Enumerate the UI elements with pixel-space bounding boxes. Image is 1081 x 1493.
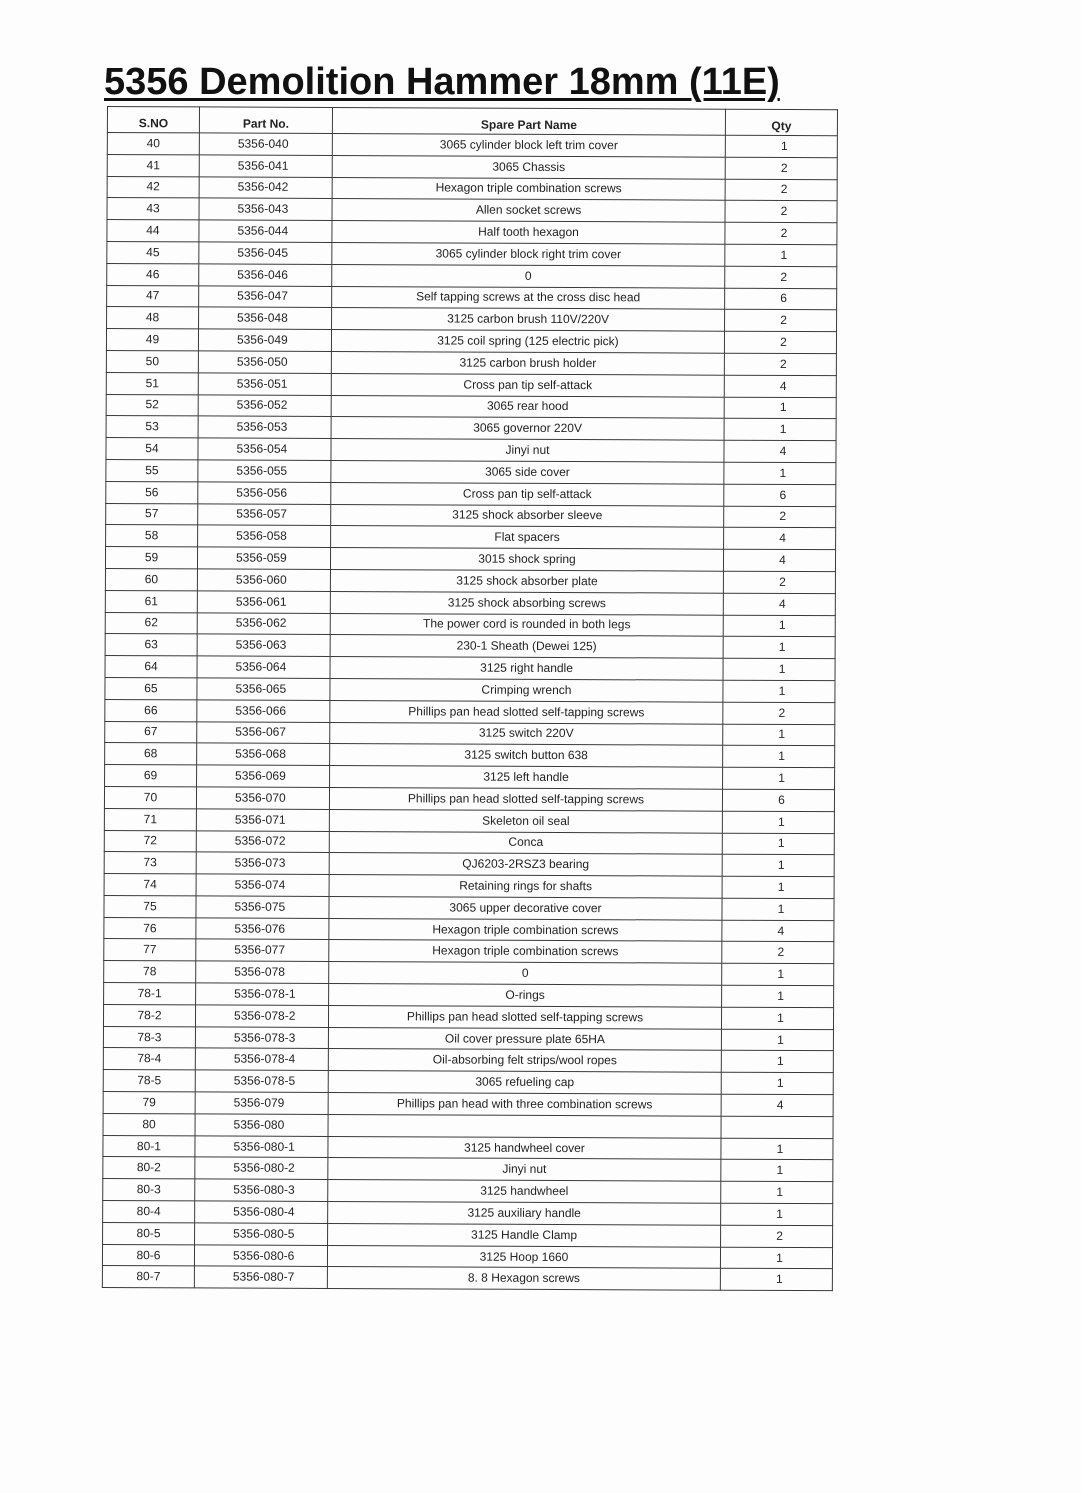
cell-sno: 65 <box>105 677 197 699</box>
cell-sno: 80-3 <box>103 1179 195 1201</box>
cell-part-no: 5356-080-5 <box>195 1223 328 1245</box>
cell-qty: 1 <box>720 1247 832 1269</box>
table-row <box>107 198 837 223</box>
cell-qty <box>721 1116 833 1138</box>
cell-part-no: 5356-080 <box>195 1114 328 1136</box>
table-row <box>102 1244 832 1269</box>
cell-part-no: 5356-066 <box>197 700 330 722</box>
cell-spare-part-name: 3125 shock absorbing screws <box>330 591 723 615</box>
table-row <box>105 765 835 790</box>
cell-qty: 2 <box>721 1225 833 1247</box>
cell-qty: 4 <box>723 593 835 615</box>
cell-spare-part-name: Crimping wrench <box>330 678 723 702</box>
cell-qty: 1 <box>721 1051 833 1073</box>
table-row <box>105 568 835 593</box>
cell-sno: 78 <box>104 961 196 983</box>
cell-qty: 1 <box>723 637 835 659</box>
cell-spare-part-name: Self tapping screws at the cross disc head <box>332 286 725 310</box>
table-row <box>103 1201 833 1226</box>
table-row <box>104 786 834 811</box>
table-row <box>107 133 837 158</box>
cell-qty: 1 <box>725 244 837 266</box>
cell-sno: 46 <box>107 263 199 285</box>
cell-qty: 1 <box>721 1007 833 1029</box>
cell-part-no: 5356-067 <box>197 721 330 743</box>
cell-part-no: 5356-058 <box>198 525 331 547</box>
cell-qty: 1 <box>720 1269 832 1291</box>
table-row <box>105 547 835 572</box>
cell-qty: 4 <box>724 375 836 397</box>
table-row <box>107 154 837 179</box>
cell-sno: 71 <box>104 808 196 830</box>
table-row <box>103 1004 833 1029</box>
cell-spare-part-name: 3125 auxiliary handle <box>328 1202 721 1226</box>
cell-sno: 80 <box>103 1113 195 1135</box>
cell-part-no: 5356-080-4 <box>195 1201 328 1223</box>
cell-part-no: 5356-057 <box>198 503 331 525</box>
cell-part-no: 5356-049 <box>198 329 331 351</box>
table-row <box>103 1179 833 1204</box>
cell-part-no: 5356-042 <box>199 176 332 198</box>
cell-part-no: 5356-080-3 <box>195 1179 328 1201</box>
cell-qty: 6 <box>725 288 837 310</box>
cell-part-no: 5356-078 <box>196 961 329 983</box>
cell-qty: 2 <box>722 942 834 964</box>
cell-spare-part-name: Jinyi nut <box>331 439 724 463</box>
cell-part-no: 5356-077 <box>196 939 329 961</box>
table-row <box>104 961 834 986</box>
header-qty: Qty <box>725 109 837 135</box>
cell-qty: 2 <box>725 222 837 244</box>
cell-spare-part-name: Conca <box>329 831 722 855</box>
cell-part-no: 5356-043 <box>199 198 332 220</box>
cell-part-no: 5356-074 <box>196 874 329 896</box>
cell-spare-part-name: 3065 refueling cap <box>328 1071 721 1095</box>
cell-part-no: 5356-080-2 <box>195 1157 328 1179</box>
cell-spare-part-name: 3125 shock absorber sleeve <box>331 504 724 528</box>
table-row <box>103 1070 833 1095</box>
cell-part-no: 5356-046 <box>199 264 332 286</box>
cell-part-no: 5356-080-1 <box>195 1136 328 1158</box>
cell-spare-part-name: Hexagon triple combination screws <box>329 918 722 942</box>
cell-spare-part-name: Half tooth hexagon <box>332 221 725 245</box>
cell-part-no: 5356-072 <box>196 830 329 852</box>
cell-part-no: 5356-059 <box>197 547 330 569</box>
cell-part-no: 5356-055 <box>198 460 331 482</box>
cell-part-no: 5356-047 <box>199 285 332 307</box>
cell-spare-part-name: Phillips pan head slotted self-tapping screws <box>328 1005 721 1029</box>
table-row <box>106 416 836 441</box>
cell-sno: 79 <box>103 1092 195 1114</box>
cell-sno: 44 <box>107 220 199 242</box>
cell-part-no: 5356-060 <box>197 569 330 591</box>
cell-sno: 48 <box>107 307 199 329</box>
cell-sno: 41 <box>107 154 199 176</box>
cell-sno: 78-3 <box>103 1026 195 1048</box>
cell-sno: 63 <box>105 634 197 656</box>
table-row <box>104 874 834 899</box>
cell-sno: 58 <box>106 525 198 547</box>
cell-spare-part-name: 0 <box>329 962 722 986</box>
cell-qty: 1 <box>721 1072 833 1094</box>
cell-qty: 4 <box>723 549 835 571</box>
cell-part-no: 5356-069 <box>197 765 330 787</box>
table-row <box>103 1026 833 1051</box>
cell-part-no: 5356-073 <box>196 852 329 874</box>
cell-sno: 56 <box>106 481 198 503</box>
table-row <box>107 220 837 245</box>
table-row <box>107 176 837 201</box>
cell-spare-part-name: Skeleton oil seal <box>329 809 722 833</box>
cell-spare-part-name: 3125 Hoop 1660 <box>327 1245 720 1269</box>
cell-qty: 1 <box>721 1138 833 1160</box>
cell-qty: 2 <box>724 331 836 353</box>
cell-sno: 51 <box>106 372 198 394</box>
cell-sno: 77 <box>104 939 196 961</box>
table-row <box>103 1048 833 1073</box>
parts-table-container <box>102 106 837 1291</box>
table-row <box>103 1135 833 1160</box>
cell-qty: 1 <box>723 746 835 768</box>
table-row <box>104 917 834 942</box>
table-row <box>106 459 836 484</box>
spare-parts-table <box>102 106 838 1291</box>
cell-qty: 1 <box>725 135 837 157</box>
cell-qty: 1 <box>724 419 836 441</box>
cell-sno: 62 <box>105 612 197 634</box>
cell-qty: 2 <box>725 310 837 332</box>
cell-part-no: 5356-063 <box>197 634 330 656</box>
cell-spare-part-name: 3015 shock spring <box>330 548 723 572</box>
table-row <box>106 481 836 506</box>
table-row <box>104 939 834 964</box>
table-row <box>105 612 835 637</box>
table-row <box>104 808 834 833</box>
cell-qty: 2 <box>723 702 835 724</box>
cell-sno: 43 <box>107 198 199 220</box>
table-row <box>107 285 837 310</box>
cell-spare-part-name: 3125 right handle <box>330 657 723 681</box>
cell-part-no: 5356-076 <box>196 918 329 940</box>
table-row <box>102 1266 832 1291</box>
cell-sno: 78-2 <box>103 1004 195 1026</box>
cell-spare-part-name: Jinyi nut <box>328 1158 721 1182</box>
cell-spare-part-name: 3125 coil spring (125 electric pick) <box>331 330 724 354</box>
table-row <box>105 656 835 681</box>
table-row <box>106 350 836 375</box>
cell-sno: 60 <box>105 568 197 590</box>
cell-spare-part-name: 3065 cylinder block right trim cover <box>332 242 725 266</box>
cell-part-no: 5356-056 <box>198 482 331 504</box>
cell-qty: 2 <box>724 506 836 528</box>
cell-part-no: 5356-050 <box>198 351 331 373</box>
cell-qty: 2 <box>725 201 837 223</box>
cell-part-no: 5356-068 <box>197 743 330 765</box>
table-header-row <box>107 107 837 136</box>
cell-qty: 1 <box>722 963 834 985</box>
cell-part-no: 5356-041 <box>199 155 332 177</box>
cell-part-no: 5356-080-7 <box>194 1266 327 1288</box>
header-sno: S.NO <box>107 107 199 133</box>
cell-part-no: 5356-078-5 <box>195 1070 328 1092</box>
table-row <box>107 263 837 288</box>
cell-part-no: 5356-045 <box>199 242 332 264</box>
cell-sno: 72 <box>104 830 196 852</box>
cell-spare-part-name <box>328 1114 721 1138</box>
table-row <box>105 677 835 702</box>
table-row <box>105 699 835 724</box>
cell-part-no: 5356-079 <box>195 1092 328 1114</box>
cell-spare-part-name: Cross pan tip self-attack <box>331 373 724 397</box>
cell-part-no: 5356-075 <box>196 896 329 918</box>
cell-spare-part-name: Oil cover pressure plate 65HA <box>328 1027 721 1051</box>
cell-part-no: 5356-048 <box>199 307 332 329</box>
cell-sno: 59 <box>105 547 197 569</box>
cell-sno: 49 <box>106 329 198 351</box>
cell-part-no: 5356-062 <box>197 612 330 634</box>
table-row <box>107 307 837 332</box>
cell-qty: 1 <box>723 658 835 680</box>
cell-spare-part-name: Allen socket screws <box>332 199 725 223</box>
cell-part-no: 5356-054 <box>198 438 331 460</box>
table-row <box>106 503 836 528</box>
table-body <box>102 133 837 1291</box>
cell-spare-part-name: 3065 governor 220V <box>331 417 724 441</box>
cell-part-no: 5356-071 <box>196 809 329 831</box>
table-row <box>106 394 836 419</box>
cell-part-no: 5356-061 <box>197 591 330 613</box>
cell-qty: 1 <box>724 462 836 484</box>
cell-qty: 1 <box>724 397 836 419</box>
cell-qty: 2 <box>725 266 837 288</box>
table-row <box>104 852 834 877</box>
cell-qty: 2 <box>725 179 837 201</box>
header-spare-part-name: Spare Part Name <box>332 107 725 135</box>
table-row <box>103 1157 833 1182</box>
cell-part-no: 5356-044 <box>199 220 332 242</box>
cell-sno: 61 <box>105 590 197 612</box>
cell-sno: 69 <box>105 765 197 787</box>
cell-qty: 1 <box>721 1029 833 1051</box>
cell-spare-part-name: 3125 carbon brush holder <box>331 351 724 375</box>
cell-spare-part-name: Phillips pan head slotted self-tapping screws <box>330 700 723 724</box>
cell-part-no: 5356-065 <box>197 678 330 700</box>
cell-part-no: 5356-078-3 <box>195 1027 328 1049</box>
cell-qty: 1 <box>722 811 834 833</box>
cell-qty: 2 <box>725 157 837 179</box>
table-row <box>105 634 835 659</box>
cell-qty: 4 <box>721 1094 833 1116</box>
table-row <box>105 721 835 746</box>
cell-sno: 80-1 <box>103 1135 195 1157</box>
cell-spare-part-name: The power cord is rounded in both legs <box>330 613 723 637</box>
cell-spare-part-name: 3065 upper decorative cover <box>329 896 722 920</box>
cell-spare-part-name: 0 <box>332 264 725 288</box>
cell-spare-part-name: 3065 Chassis <box>332 155 725 179</box>
cell-qty: 4 <box>722 920 834 942</box>
cell-sno: 42 <box>107 176 199 198</box>
cell-qty: 1 <box>721 1181 833 1203</box>
cell-spare-part-name: 3065 side cover <box>331 460 724 484</box>
cell-spare-part-name: Oil-absorbing felt strips/wool ropes <box>328 1049 721 1073</box>
cell-qty: 1 <box>723 615 835 637</box>
cell-qty: 2 <box>723 571 835 593</box>
cell-sno: 54 <box>106 438 198 460</box>
cell-sno: 70 <box>104 786 196 808</box>
cell-sno: 50 <box>106 350 198 372</box>
cell-sno: 40 <box>107 133 199 155</box>
cell-part-no: 5356-051 <box>198 373 331 395</box>
cell-sno: 80-2 <box>103 1157 195 1179</box>
cell-sno: 78-5 <box>103 1070 195 1092</box>
cell-spare-part-name: 3065 rear hood <box>331 395 724 419</box>
cell-part-no: 5356-053 <box>198 416 331 438</box>
table-row <box>104 983 834 1008</box>
cell-spare-part-name: QJ6203-2RSZ3 bearing <box>329 853 722 877</box>
cell-part-no: 5356-052 <box>198 394 331 416</box>
cell-spare-part-name: Cross pan tip self-attack <box>331 482 724 506</box>
table-row <box>106 329 836 354</box>
cell-qty: 4 <box>724 528 836 550</box>
cell-sno: 67 <box>105 721 197 743</box>
cell-part-no: 5356-080-6 <box>194 1245 327 1267</box>
table-row <box>106 525 836 550</box>
table-row <box>103 1222 833 1247</box>
cell-sno: 74 <box>104 874 196 896</box>
cell-spare-part-name: 8. 8 Hexagon screws <box>327 1267 720 1291</box>
cell-sno: 80-4 <box>103 1201 195 1223</box>
cell-part-no: 5356-078-2 <box>195 1005 328 1027</box>
cell-spare-part-name: 3125 Handle Clamp <box>328 1223 721 1247</box>
cell-sno: 66 <box>105 699 197 721</box>
table-row <box>106 372 836 397</box>
table-row <box>105 590 835 615</box>
cell-spare-part-name: 3125 handwheel <box>328 1180 721 1204</box>
cell-spare-part-name: 3125 switch 220V <box>330 722 723 746</box>
cell-qty: 1 <box>722 833 834 855</box>
table-row <box>104 895 834 920</box>
cell-part-no: 5356-078-1 <box>196 983 329 1005</box>
cell-qty: 1 <box>722 985 834 1007</box>
cell-part-no: 5356-064 <box>197 656 330 678</box>
cell-sno: 55 <box>106 459 198 481</box>
cell-sno: 75 <box>104 895 196 917</box>
cell-spare-part-name: 3125 handwheel cover <box>328 1136 721 1160</box>
table-row <box>106 438 836 463</box>
cell-qty: 1 <box>722 854 834 876</box>
cell-sno: 64 <box>105 656 197 678</box>
cell-spare-part-name: 230-1 Sheath (Dewei 125) <box>330 635 723 659</box>
cell-spare-part-name: Phillips pan head with three combination screws <box>328 1093 721 1117</box>
cell-sno: 47 <box>107 285 199 307</box>
cell-qty: 1 <box>721 1160 833 1182</box>
cell-spare-part-name: Phillips pan head slotted self-tapping screws <box>329 787 722 811</box>
cell-qty: 6 <box>722 789 834 811</box>
cell-qty: 4 <box>724 440 836 462</box>
cell-qty: 1 <box>722 876 834 898</box>
cell-qty: 2 <box>724 353 836 375</box>
table-row <box>104 830 834 855</box>
cell-sno: 80-7 <box>102 1266 194 1288</box>
cell-spare-part-name: 3125 left handle <box>330 766 723 790</box>
cell-spare-part-name: Flat spacers <box>331 526 724 550</box>
cell-sno: 78-1 <box>104 983 196 1005</box>
cell-qty: 1 <box>723 767 835 789</box>
cell-sno: 68 <box>105 743 197 765</box>
header-part-no: Part No. <box>199 107 332 134</box>
cell-part-no: 5356-040 <box>199 133 332 155</box>
cell-sno: 73 <box>104 852 196 874</box>
cell-spare-part-name: 3125 switch button 638 <box>330 744 723 768</box>
cell-sno: 80-5 <box>103 1222 195 1244</box>
cell-sno: 45 <box>107 241 199 263</box>
cell-spare-part-name: 3125 carbon brush 110V/220V <box>332 308 725 332</box>
table-row <box>105 743 835 768</box>
cell-spare-part-name: Retaining rings for shafts <box>329 875 722 899</box>
cell-qty: 6 <box>724 484 836 506</box>
cell-sno: 80-6 <box>102 1244 194 1266</box>
table-row <box>103 1092 833 1117</box>
cell-spare-part-name: Hexagon triple combination screws <box>332 177 725 201</box>
cell-spare-part-name: O-rings <box>329 984 722 1008</box>
cell-qty: 1 <box>723 680 835 702</box>
table-row <box>107 241 837 266</box>
cell-part-no: 5356-078-4 <box>195 1048 328 1070</box>
cell-spare-part-name: 3065 cylinder block left trim cover <box>332 133 725 157</box>
cell-qty: 1 <box>721 1203 833 1225</box>
cell-sno: 52 <box>106 394 198 416</box>
table-row <box>103 1113 833 1138</box>
cell-sno: 57 <box>106 503 198 525</box>
cell-spare-part-name: Hexagon triple combination screws <box>329 940 722 964</box>
cell-sno: 53 <box>106 416 198 438</box>
cell-qty: 1 <box>722 898 834 920</box>
cell-sno: 76 <box>104 917 196 939</box>
cell-sno: 78-4 <box>103 1048 195 1070</box>
cell-qty: 1 <box>723 724 835 746</box>
cell-spare-part-name: 3125 shock absorber plate <box>330 569 723 593</box>
cell-part-no: 5356-070 <box>196 787 329 809</box>
document-title: 5356 Demolition Hammer 18mm (11E) <box>104 61 780 103</box>
